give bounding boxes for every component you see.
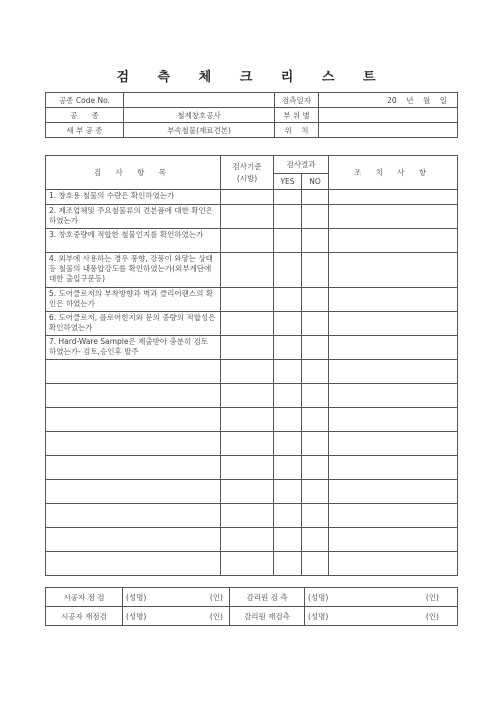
standard-cell[interactable]: [221, 229, 274, 253]
blank-item-cell[interactable]: [46, 480, 221, 504]
table-row: [46, 229, 458, 253]
checklist-item: 4. 외부에 사용하는 경우 풍향, 강풍이 와닿는 상태등 철물의 내풍압강도를 확인하였는가(외부계단에 대한 출입구문등): [46, 253, 221, 288]
table-row: [46, 528, 458, 552]
standard-cell[interactable]: [221, 528, 274, 552]
col-standard-line2: (시방): [236, 173, 258, 183]
subwork-label: 세 부 공 종: [46, 123, 124, 138]
table-row: [46, 384, 458, 408]
checklist-item: 5. 도어클로저의 부착방향과 벽과 클리어랜스의 확인은 하였는가: [46, 288, 221, 312]
yes-cell[interactable]: [274, 504, 302, 528]
action-cell[interactable]: [329, 205, 458, 229]
action-cell[interactable]: [329, 253, 458, 288]
table-row: [46, 312, 458, 336]
col-standard-header: [221, 156, 274, 190]
yes-cell[interactable]: [274, 528, 302, 552]
no-cell[interactable]: [302, 205, 329, 229]
signature-table: [45, 587, 458, 626]
action-cell[interactable]: [329, 504, 458, 528]
standard-cell[interactable]: [221, 253, 274, 288]
contractor-check-seal[interactable]: (인): [175, 588, 230, 607]
table-row: [46, 480, 458, 504]
blank-item-cell[interactable]: [46, 552, 221, 576]
supervisor-inspect-label: 감리원 검 측: [230, 588, 305, 607]
supervisor-reinspect-label: 감리원 재검측: [230, 607, 305, 626]
work-label: 공 종: [46, 108, 124, 123]
action-cell[interactable]: [329, 190, 458, 205]
action-cell[interactable]: [329, 312, 458, 336]
no-cell[interactable]: [302, 528, 329, 552]
table-row: [46, 408, 458, 432]
supervisor-inspect-name[interactable]: (성명): [305, 588, 383, 607]
work-value[interactable]: 철제창호공사: [124, 108, 275, 123]
action-cell[interactable]: [329, 456, 458, 480]
table-row: [46, 456, 458, 480]
standard-cell[interactable]: [221, 384, 274, 408]
col-yes-header: YES: [274, 174, 302, 190]
yes-cell[interactable]: [274, 190, 302, 205]
code-label: 공종 Code No.: [46, 93, 124, 108]
blank-item-cell[interactable]: [46, 456, 221, 480]
blank-item-cell[interactable]: [46, 528, 221, 552]
action-cell[interactable]: [329, 480, 458, 504]
yes-cell[interactable]: [274, 552, 302, 576]
yes-cell[interactable]: [274, 336, 302, 360]
checklist-item: 1. 창호용 철물의 수량은 확인하였는가: [46, 190, 221, 205]
part-label: 부 위 별: [275, 108, 319, 123]
contractor-recheck-label: 시공자 재점검: [46, 607, 123, 626]
blank-item-cell[interactable]: [46, 432, 221, 456]
yes-cell[interactable]: [274, 480, 302, 504]
action-cell[interactable]: [329, 384, 458, 408]
contractor-recheck-name[interactable]: (성명): [123, 607, 175, 626]
standard-cell[interactable]: [221, 336, 274, 360]
date-value[interactable]: 20 년 월 일: [319, 93, 458, 108]
col-action-header: 조 치 사 항: [329, 156, 458, 190]
no-cell[interactable]: [302, 552, 329, 576]
table-row: [46, 190, 458, 205]
action-cell[interactable]: [329, 432, 458, 456]
supervisor-reinspect-name[interactable]: (성명): [305, 607, 383, 626]
yes-cell[interactable]: [274, 312, 302, 336]
contractor-check-name[interactable]: (성명): [123, 588, 175, 607]
standard-cell[interactable]: [221, 456, 274, 480]
yes-cell[interactable]: [274, 205, 302, 229]
standard-cell[interactable]: [221, 360, 274, 384]
yes-cell[interactable]: [274, 253, 302, 288]
standard-cell[interactable]: [221, 552, 274, 576]
col-no-header: NO: [302, 174, 329, 190]
blank-item-cell[interactable]: [46, 384, 221, 408]
action-cell[interactable]: [329, 336, 458, 360]
no-cell[interactable]: [302, 408, 329, 432]
subwork-value[interactable]: 부속철물(재료견본): [124, 123, 275, 138]
action-cell[interactable]: [329, 360, 458, 384]
standard-cell[interactable]: [221, 432, 274, 456]
action-cell[interactable]: [329, 229, 458, 253]
table-row: [46, 504, 458, 528]
yes-cell[interactable]: [274, 288, 302, 312]
contractor-check-label: 시공자 점 검: [46, 588, 123, 607]
yes-cell[interactable]: [274, 229, 302, 253]
date-label: 검측일자: [275, 93, 319, 108]
blank-item-cell[interactable]: [46, 408, 221, 432]
standard-cell[interactable]: [221, 205, 274, 229]
no-cell[interactable]: [302, 190, 329, 205]
table-row: [46, 336, 458, 360]
header-table: [45, 92, 458, 138]
checklist-item: 6. 도어클로저, 플로어힌지와 문의 중량의 적합성은 확인하였는가: [46, 312, 221, 336]
no-cell[interactable]: [302, 432, 329, 456]
checklist-item: 7. Hard-Ware Sample은 제출받아 충분히 검토 하였는가- 검토,승인후 발주: [46, 336, 221, 360]
table-row: [46, 205, 458, 229]
yes-cell[interactable]: [274, 432, 302, 456]
action-cell[interactable]: [329, 408, 458, 432]
table-row: [46, 253, 458, 288]
table-row: [46, 432, 458, 456]
checklist-item: 3. 창호중량에 적합한 철물인지를 확인하였는가: [46, 229, 221, 253]
yes-cell[interactable]: [274, 408, 302, 432]
supervisor-inspect-seal[interactable]: (인): [383, 588, 458, 607]
blank-item-cell[interactable]: [46, 504, 221, 528]
standard-cell[interactable]: [221, 312, 274, 336]
location-value[interactable]: [319, 123, 458, 138]
standard-cell[interactable]: [221, 190, 274, 205]
no-cell[interactable]: [302, 336, 329, 360]
no-cell[interactable]: [302, 229, 329, 253]
contractor-recheck-seal[interactable]: (인): [175, 607, 230, 626]
no-cell[interactable]: [302, 360, 329, 384]
page-title: 검 측 체 크 리 스 트: [116, 70, 388, 85]
no-cell[interactable]: [302, 253, 329, 288]
col-standard-line1: 검사기준: [232, 161, 262, 171]
yes-cell[interactable]: [274, 384, 302, 408]
col-items-header: 검 사 항 목: [46, 156, 221, 190]
table-row: [46, 552, 458, 576]
checklist-table: [45, 155, 458, 576]
table-row: [46, 288, 458, 312]
no-cell[interactable]: [302, 504, 329, 528]
no-cell[interactable]: [302, 384, 329, 408]
standard-cell[interactable]: [221, 504, 274, 528]
supervisor-reinspect-seal[interactable]: (인): [383, 607, 458, 626]
action-cell[interactable]: [329, 288, 458, 312]
part-value[interactable]: [319, 108, 458, 123]
blank-item-cell[interactable]: [46, 360, 221, 384]
standard-cell[interactable]: [221, 408, 274, 432]
no-cell[interactable]: [302, 456, 329, 480]
checklist-item: 2. 제조업체및 주요철물류의 견본품에 대한 확인은 하였는가: [46, 205, 221, 229]
standard-cell[interactable]: [221, 480, 274, 504]
no-cell[interactable]: [302, 312, 329, 336]
yes-cell[interactable]: [274, 456, 302, 480]
no-cell[interactable]: [302, 480, 329, 504]
action-cell[interactable]: [329, 552, 458, 576]
code-value[interactable]: [124, 93, 275, 108]
action-cell[interactable]: [329, 528, 458, 552]
location-label: 위 치: [275, 123, 319, 138]
col-result-header: 검사결과: [274, 156, 329, 174]
table-row: [46, 360, 458, 384]
standard-cell[interactable]: [221, 288, 274, 312]
no-cell[interactable]: [302, 288, 329, 312]
yes-cell[interactable]: [274, 360, 302, 384]
